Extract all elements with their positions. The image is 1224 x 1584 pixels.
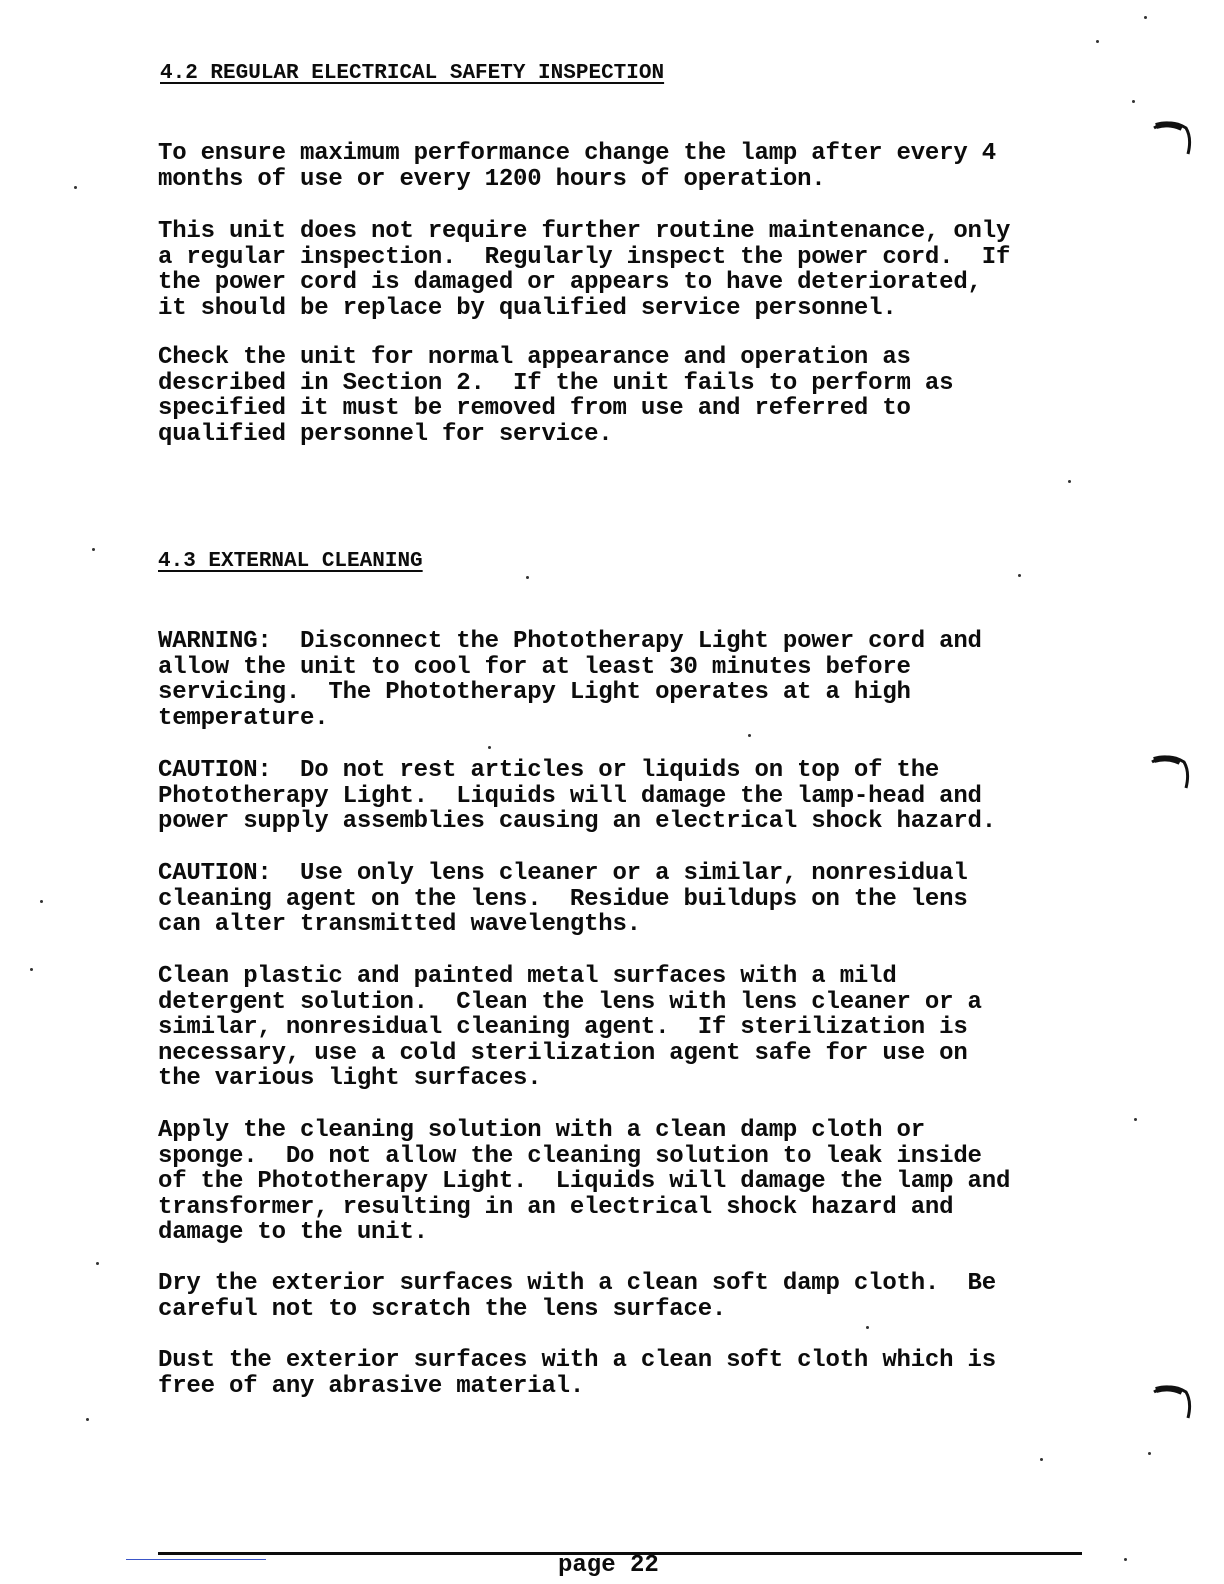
scan-speck [40, 900, 43, 903]
scan-speck [1018, 574, 1021, 577]
section-heading-4-2: 4.2 REGULAR ELECTRICAL SAFETY INSPECTION [160, 62, 665, 85]
scan-speck [1040, 1458, 1043, 1461]
paragraph-lamp-change: To ensure maximum performance change the lamp after every 4 months of use or every 1200 hours of operation. [158, 140, 996, 193]
paragraph-clean-surfaces: Clean plastic and painted metal surfaces with a mild detergent solution. Clean the lens with lens cleaner or a similar, nonresidual cleaning agent. If sterilization is necessary, use a cold sterilization agent safe for use on the various light surfaces. [158, 963, 982, 1092]
binder-hole-mark-icon [1152, 118, 1192, 158]
section-heading-4-3: 4.3 EXTERNAL CLEANING [158, 550, 423, 573]
paragraph-caution-liquids: CAUTION: Do not rest articles or liquids on top of the Phototherapy Light. Liquids will damage the lamp-head and power supply assemblies causing an electrical shock hazard. [158, 757, 996, 835]
scan-speck [96, 1262, 99, 1265]
scan-speck [1134, 1118, 1137, 1121]
scan-speck [1144, 16, 1147, 19]
scan-speck [1068, 480, 1071, 483]
paragraph-warning-disconnect: WARNING: Disconnect the Phototherapy Light power cord and allow the unit to cool for at least 30 minutes before servicing. The Phototherapy Light operates at a high temperature. [158, 628, 982, 732]
paragraph-check-unit: Check the unit for normal appearance and operation as described in Section 2. If the unit fails to perform as specified it must be removed from use and referred to qualified personnel for service. [158, 344, 954, 448]
scan-speck [1096, 40, 1099, 43]
scan-speck [748, 734, 751, 737]
scan-speck [30, 968, 33, 971]
paragraph-dust-surfaces: Dust the exterior surfaces with a clean soft cloth which is free of any abrasive material. [158, 1347, 996, 1400]
scan-speck [86, 1418, 89, 1421]
page-number: page 22 [558, 1552, 659, 1579]
scan-speck [526, 576, 529, 579]
paragraph-routine-maintenance: This unit does not require further routine maintenance, only a regular inspection. Regularly inspect the power cord. If the power cord is damaged or appears to have deteriorated, it should be replace by qualified service personnel. [158, 218, 1011, 322]
paragraph-caution-lens-cleaner: CAUTION: Use only lens cleaner or a similar, nonresidual cleaning agent on the lens. Residue buildups on the lens can alter transmitted wavelengths. [158, 860, 968, 938]
scan-speck [92, 548, 95, 551]
scan-speck [1148, 1452, 1151, 1455]
scan-speck [74, 186, 77, 189]
scan-speck [866, 1326, 869, 1329]
paragraph-dry-surfaces: Dry the exterior surfaces with a clean soft damp cloth. Be careful not to scratch the lens surface. [158, 1270, 996, 1323]
binder-hole-mark-icon [1150, 752, 1190, 792]
scan-speck [488, 746, 491, 749]
paragraph-apply-solution: Apply the cleaning solution with a clean damp cloth or sponge. Do not allow the cleaning solution to leak inside of the Phototherapy Light. Liquids will damage the lamp and transformer, resulting in an electrical shock hazard and damage to the unit. [158, 1117, 1011, 1246]
scan-speck [1124, 1558, 1127, 1561]
binder-hole-mark-icon [1152, 1382, 1192, 1422]
footer-rule-blue [126, 1559, 266, 1560]
scan-speck [1132, 100, 1135, 103]
